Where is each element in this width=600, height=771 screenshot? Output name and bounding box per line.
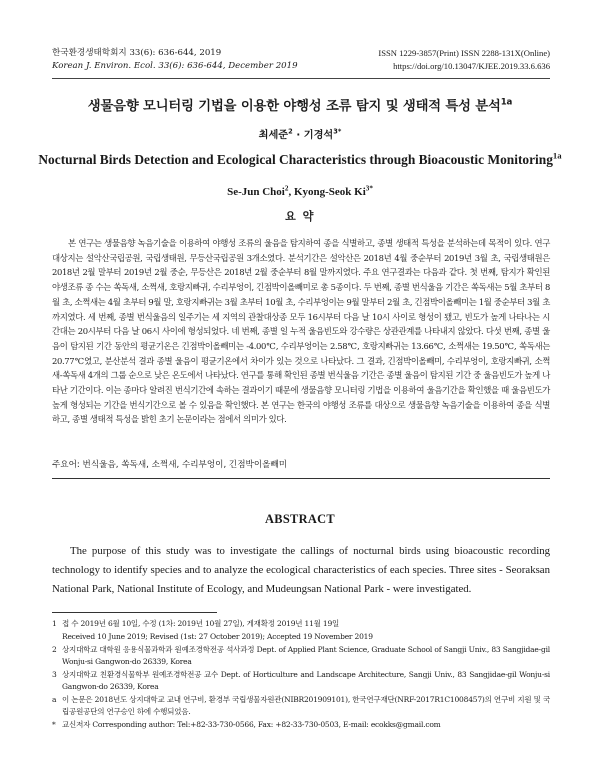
journal-identifiers [378,47,550,73]
abstract-korean-heading: 요 약 [284,210,315,223]
title-korean-footnote-mark: 1a [500,97,513,108]
footnote-text: 상지대학교 대학원 응용식물과학과 원예조경학전공 석사과정 Dept. of Applied Plant Science, Graduate School of Sangji Univ., 83 Sangjidae-gil Wonju-si Gangwon-do 26339, Korea [62,645,550,666]
footnote-mark: a [52,695,57,704]
footnote-mark: * [52,720,56,729]
keywords-divider [52,478,550,479]
author-1-en: Se-Jun Choi [227,186,285,198]
header-divider [52,78,550,79]
footnote-item [52,631,550,643]
footnote-item [52,694,550,718]
author-2-en: Kyong-Seok Ki [293,186,366,198]
footnotes [52,618,550,732]
doi-link[interactable]: https://doi.org/10.13047/KJEE.2019.33.6.636 [393,61,550,71]
footnote-item [52,644,550,668]
authors-english [0,186,600,198]
journal-citation-en: Korean J. Environ. Ecol. 33(6): 636-644, December 2019 [52,61,298,71]
footnote-mark: 3 [52,670,57,679]
abstract-english-heading: ABSTRACT [265,512,335,526]
title-korean [0,95,600,114]
title-english-footnote-mark: 1a [552,150,562,161]
authors-korean [0,126,600,141]
journal-citation [52,47,298,73]
footnote-text: 교신저자 Corresponding author: Tel:+82-33-730-0566, Fax: +82-33-730-0503, E-mail: ecokks@gmail.com [62,720,441,729]
author-separator-kr: · [292,130,304,141]
title-english [0,152,600,168]
footnote-text: 이 논문은 2018년도 상지대학교 교내 연구비, 환경부 국립생물자원관(NIBR201909101), 한국연구재단(NRF-2017R1C1008457)의 연구비 지원 및 국립공원공단의 연구승인 하에 수행되었음. [62,695,550,716]
footnote-text: Received 10 June 2019; Revised (1st: 27 October 2019); Accepted 19 November 2019 [62,632,373,641]
author-1-en-mark: 2 [284,184,289,193]
issn: ISSN 1229-3857(Print) ISSN 2288-131X(Online) [378,48,550,58]
title-english-text: Nocturnal Birds Detection and Ecological Characteristics through Bioacoustic Monitoring [38,152,553,167]
journal-citation-kr: 한국환경생태학회지 33(6): 636-644, 2019 [52,48,222,58]
footnote-text: 접 수 2019년 6월 10일, 수정 (1차: 2019년 10월 27일), 게재확정 2019년 11월 19일 [62,619,340,628]
title-korean-text: 생물음향 모니터링 기법을 이용한 야행성 조류 탐지 및 생태적 특성 분석 [87,99,501,114]
keywords [52,458,550,470]
footnote-text: 상지대학교 친환경식물학부 원예조경학전공 교수 Dept. of Horticulture and Landscape Architecture, Sangji Univ., 83 Sangjidae-gil Wonju-si Gangwon-do 26339, Korea [62,670,550,691]
author-1-kr-mark: 2 [288,127,293,136]
author-2-kr-mark: 3* [333,127,342,136]
author-separator-en: , [288,186,294,198]
keywords-list: 번식울음, 쏙독새, 소쩍새, 수리부엉이, 긴점박이올빼미 [82,460,288,470]
footnote-item [52,669,550,693]
abstract-english-body: The purpose of this study was to investigate the callings of nocturnal birds using bioacoustic recording technology to identify species and to analyze the ecological characteristics of each species. Three sites - Seoraksan National Park, National Institute of Ecology, and Mudeungsan National Park - were investigated. [52,545,550,595]
author-2-kr: 기경석 [303,130,334,141]
footnote-mark: 1 [52,619,57,628]
footnote-item [52,618,550,630]
footnote-item [52,719,550,731]
author-1-kr: 최세준 [258,130,289,141]
author-2-en-mark: 3* [365,184,373,193]
footnote-mark: 2 [52,645,57,654]
keywords-label: 주요어: [52,460,80,470]
abstract-korean-body: 본 연구는 생물음향 녹음기술을 이용하여 야행성 조류의 울음을 탐지하여 종을 식별하고, 종별 생태적 특성을 분석하는데 목적이 있다. 연구대상지는 설악산국립공원, 국립생태원, 무등산국립공원 3개소였다. 분석기간은 설악산은 2018년 4월 중순부터 2019년 3월 초, 국립생태원은 2018년 2월 말부터 2019년 2월 중순, 무등산은 2018년 2월 중순부터 8월 말까지였다. 주요 연구결과는 다음과 같다. 첫 번째, 탐지가 확인된 야생조류 종 수는 쏙독새, 소쩍새, 호랑지빠귀, 수리부엉이, 긴점박이올빼미로 총 5종이다. 두 번째, 종별 번식울음 기간은 쏙독새는 5월 초부터 8월 초, 소쩍새는 4월 초부터 9월 말, 호랑지빠귀는 3월 초부터 10월 초, 수리부엉이는 9월 말부터 2월 초, 긴점박이올빼미는 1월 중순부터 3월 초까지였다. 세 번째, 종별 번식울음의 일주기는 세 지역의 관찰대상종 모두 16시부터 다음 날 10시 사이로 형성이 됐고, 빈도가 높게 나타나는 시간대는 20시부터 다음 날 06시 사이에 형성되었다. 네 번째, 종별 일 누적 울음빈도와 강수량은 상관관계를 나타내지 않았다. 다섯 번째, 종별 울음이 탐지된 기간 동안의 평균기온은 긴점박이올빼미는 -4.00℃, 수리부엉이는 2.58℃, 호랑지빠귀는 13.66℃, 소쩍새는 19.50℃, 쏙독새는 20.77℃였고, 분산분석 결과 종별 울음이 평균기온에서 차이가 있는 것으로 나타났다. 그 결과, 긴점박이올빼미, 수리부엉이, 호랑지빠귀, 소쩍새-쏙독새 4개의 그룹 순으로 낮은 온도에서 나타났다. 연구를 통해 확인된 종별 번식울음 기간은 종별 울음이 탐지된 기간 중 울음빈도가 높게 나타난 기간이다. 이는 종마다 알려진 번식기간에 속하는 결과이기 때문에 생물음향 모니터링 기법을 이용하여 울음기간을 확인했을 때 울음빈도가 높게 형성되는 기간을 번식기간으로 볼 수 있음을 확인했다. 본 연구는 한국의 야행성 조류를 대상으로 생물음향 녹음기술을 이용하여 종을 식별하고, 종별 생태적 특성을 밝힌 초기 논문이라는 점에서 의미가 있다. [52,238,550,425]
footnote-divider [52,612,217,613]
